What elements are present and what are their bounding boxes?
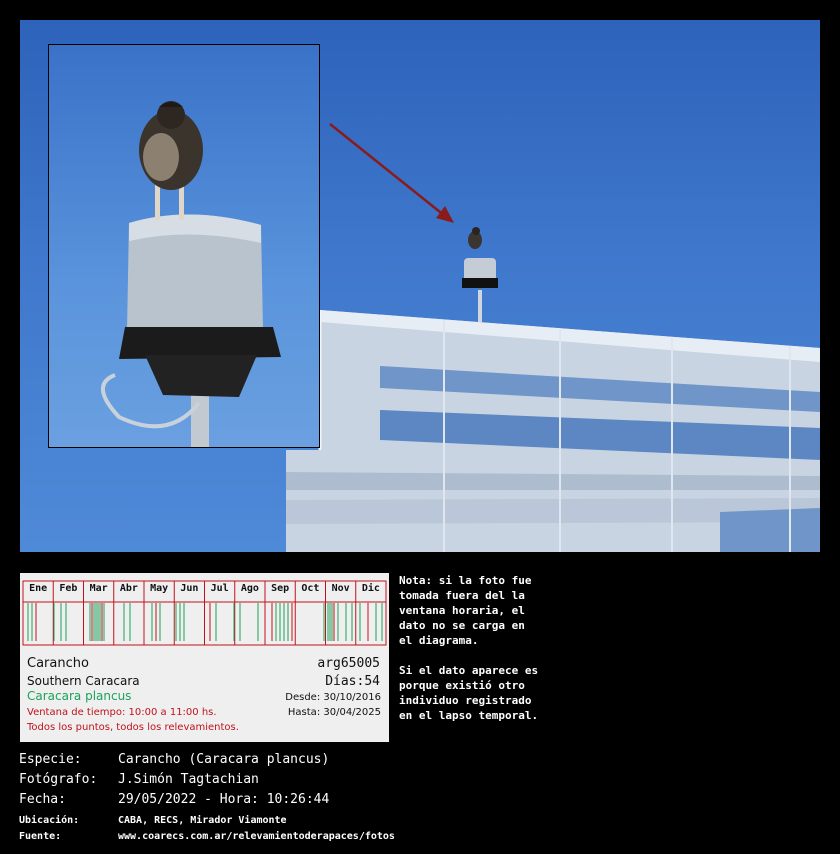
common-name: Carancho: [27, 656, 89, 671]
scientific-name: Caracara plancus: [27, 689, 132, 703]
species-label: Especie:: [19, 752, 82, 767]
location-value: CABA, RECS, Mirador Viamonte: [118, 815, 287, 826]
month-label-dic: Dic: [361, 583, 380, 594]
days-count: Días:54: [325, 674, 380, 689]
month-label-ago: Ago: [240, 583, 259, 594]
observation-chart: [20, 573, 389, 742]
month-label-feb: Feb: [59, 583, 78, 594]
source-label: Fuente:: [19, 831, 62, 842]
date-value: 29/05/2022 - Hora: 10:26:44: [118, 792, 330, 807]
date-row: [19, 792, 329, 808]
month-label-oct: Oct: [301, 583, 320, 594]
date-from: Desde: 30/10/2016: [285, 692, 381, 703]
zoom-inset: [48, 44, 320, 448]
month-label-nov: Nov: [331, 583, 350, 594]
location-label: Ubicación:: [19, 815, 80, 826]
location-row: [19, 814, 287, 828]
species-row: [19, 752, 329, 768]
month-label-jul: Jul: [210, 583, 229, 594]
date-to: Hasta: 30/04/2025: [287, 707, 381, 718]
photographer-row: [19, 772, 259, 788]
time-window: Ventana de tiempo: 10:00 a 11:00 hs.: [27, 707, 217, 718]
month-label-sep: Sep: [271, 583, 290, 594]
month-label-abr: Abr: [119, 583, 138, 594]
source-link[interactable]: www.coarecs.com.ar/relevamientoderapaces/fotos: [118, 831, 395, 842]
scope-note: Todos los puntos, todos los relevamientos.: [27, 722, 239, 733]
bird-photo: [20, 20, 820, 552]
english-name: Southern Caracara: [27, 674, 140, 688]
month-label-may: May: [150, 583, 169, 594]
species-value: Carancho (Caracara plancus): [118, 752, 330, 767]
species-code: arg65005: [317, 656, 380, 671]
photographer-label: Fotógrafo:: [19, 772, 98, 787]
source-row: [19, 830, 395, 844]
pointer-arrow: [330, 124, 445, 216]
photographer-value: J.Simón Tagtachian: [118, 772, 259, 787]
date-label: Fecha:: [19, 792, 66, 807]
month-label-jun: Jun: [180, 583, 199, 594]
note-text: Nota: si la foto fue tomada fuera del la ventana horaria, el dato no se carga en el diagrama. Si el dato aparece es porque existió otro individuo registrado en el lapso temporal.: [399, 574, 539, 722]
month-label-ene: Ene: [29, 583, 48, 594]
month-label-mar: Mar: [89, 583, 108, 594]
